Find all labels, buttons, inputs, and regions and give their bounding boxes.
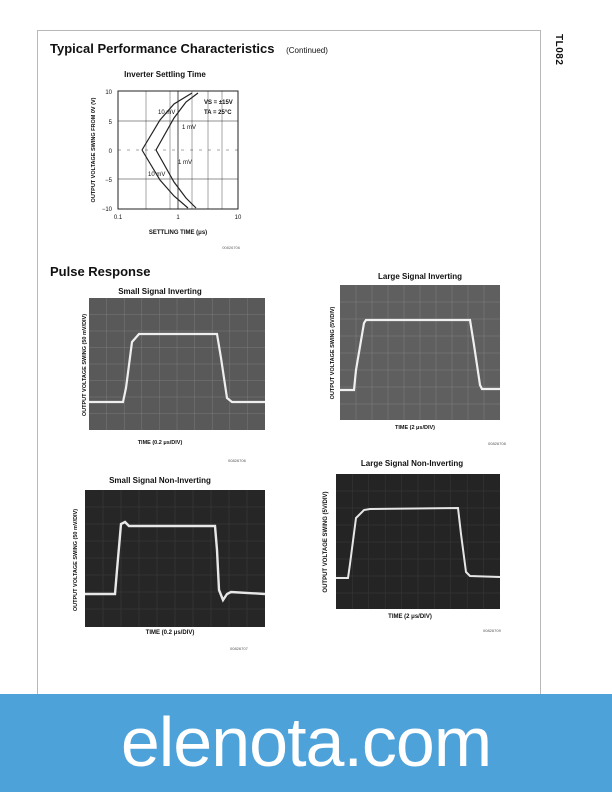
part-number-tag: TL082 (553, 34, 564, 66)
scope-ssn-xlabel: TIME (0.2 μs/DIV) (145, 630, 195, 636)
scope-ssi-image (89, 298, 265, 430)
settling-curve-label: 10 mV (158, 110, 176, 116)
scope-ssn-ylabel: OUTPUT VOLTAGE SWING (50 mV/DIV) (73, 508, 79, 612)
settling-xlabel: SETTLING TIME (μs) (148, 230, 208, 236)
settling-ytick: −10 (101, 207, 112, 213)
section-title-pulse: Pulse Response (50, 264, 151, 279)
section-title-performance (50, 41, 328, 56)
scope-ssn-image (85, 490, 265, 627)
settling-curve-pos-10mv (142, 93, 192, 150)
scope-lsi-ylabel: OUTPUT VOLTAGE SWING (5V/DIV) (330, 306, 336, 400)
scope-ssi-xlabel: TIME (0.2 μs/DIV) (137, 440, 183, 446)
settling-curve-label: 10 mV (148, 172, 166, 178)
watermark-logo[interactable]: elenota.com (120, 703, 492, 781)
scope-lsn-ylabel: OUTPUT VOLTAGE SWING (5V/DIV) (323, 491, 329, 593)
settling-xtick: 10 (234, 215, 242, 221)
scope-ssn-title: Small Signal Non-Inverting (109, 476, 211, 485)
settling-ytick: −5 (105, 178, 112, 184)
scope-lsi-title: Large Signal Inverting (377, 272, 462, 281)
settling-condition-supply: VS = ±15V (204, 100, 233, 106)
scope-lsn-image (336, 474, 500, 609)
settling-ytick: 5 (108, 120, 112, 126)
settling-ytick: 10 (105, 90, 112, 96)
settling-chart-title: Inverter Settling Time (124, 70, 206, 79)
settling-xtick: 1 (176, 215, 180, 221)
continued-note: (Continued) (286, 46, 328, 55)
settling-xtick: 0.1 (113, 215, 123, 221)
settling-condition-temp: TA = 25°C (204, 110, 232, 116)
scope-lsn-figure-code: 00826709 (483, 628, 501, 633)
scope-lsi-figure-code: 00826708 (488, 441, 506, 446)
settling-curve-label: 1 mV (178, 160, 193, 166)
scope-lsi-xlabel: TIME (2 μs/DIV) (394, 425, 436, 431)
section-title-text: Typical Performance Characteristics (50, 41, 275, 56)
scope-lsn-xlabel: TIME (2 μs/DIV) (388, 614, 432, 620)
scope-lsn-title: Large Signal Non-Inverting (360, 459, 464, 468)
scope-lsi-image (340, 285, 500, 420)
scope-ssn-figure-code: 00826707 (230, 646, 248, 651)
settling-figure-code: 00826706 (222, 245, 240, 250)
settling-ylabel: OUTPUT VOLTAGE SWING FROM 0V (V) (91, 97, 97, 203)
scope-ssi-figure-code: 00826706 (228, 458, 246, 463)
settling-curve-label: 1 mV (182, 125, 197, 131)
settling-ytick: 0 (108, 149, 112, 155)
scope-ssi-ylabel: OUTPUT VOLTAGE SWING (50 mV/DIV) (82, 313, 88, 417)
settling-chart (82, 84, 252, 254)
scope-ssi-title: Small Signal Inverting (118, 287, 202, 296)
